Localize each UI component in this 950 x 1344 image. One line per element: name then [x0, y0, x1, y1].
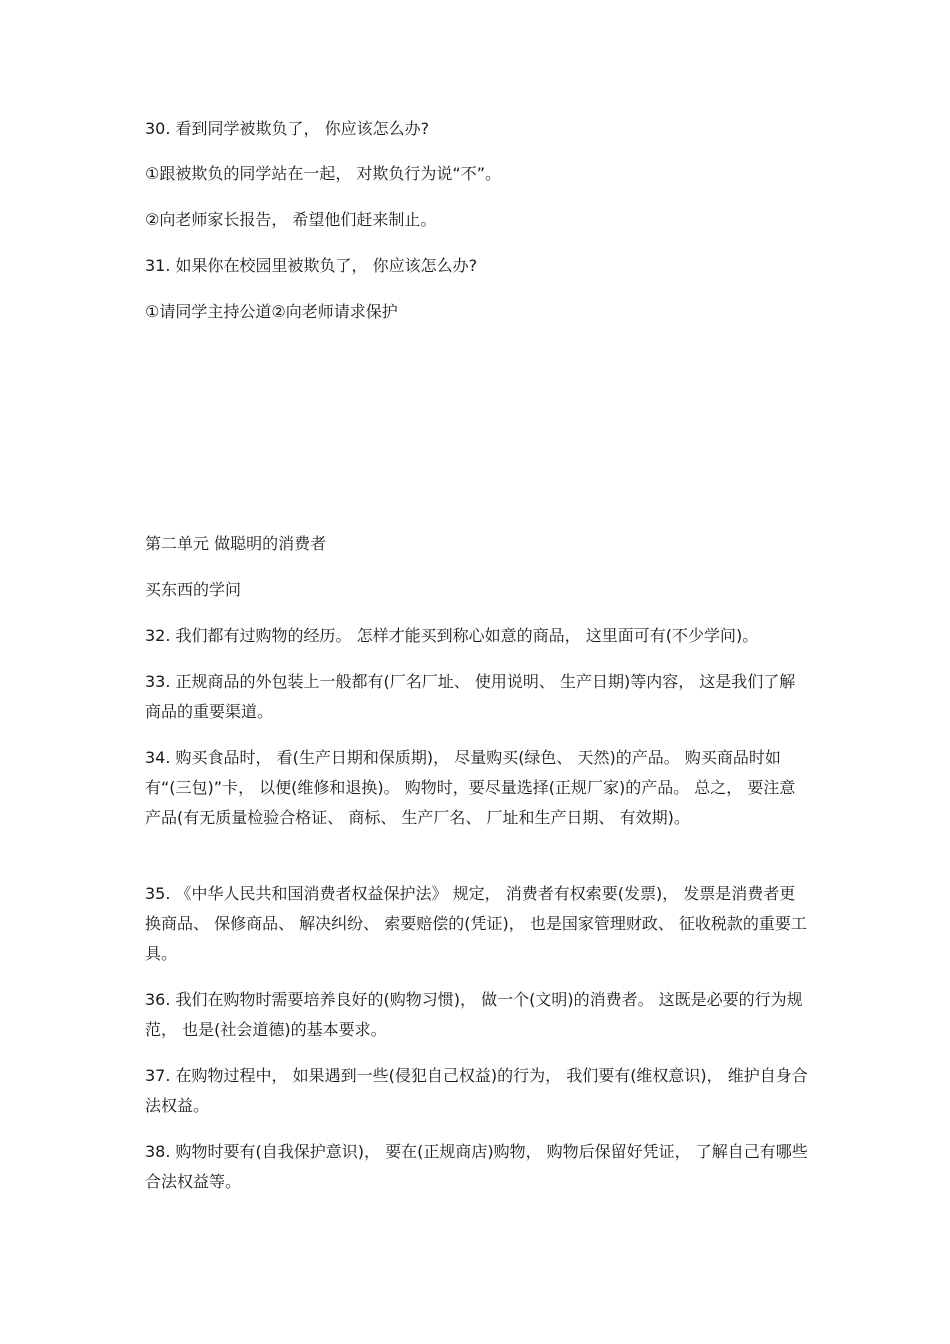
question-37: 37. 在购物过程中， 如果遇到一些(侵犯自己权益)的行为， 我们要有(维权意识)， 维护自身合法权益。: [145, 1066, 808, 1115]
question-31: 31. 如果你在校园里被欺负了， 你应该怎么办?: [145, 256, 478, 275]
answer-30-2: ②向老师家长报告， 希望他们赶来制止。: [145, 210, 437, 229]
question-33: 33. 正规商品的外包装上一般都有(厂名厂址、 使用说明、 生产日期)等内容， 这是我们了解商品的重要渠道。: [145, 672, 796, 721]
answer-30-1: ①跟被欺负的同学站在一起， 对欺负行为说“不”。: [145, 164, 502, 183]
question-30: 30. 看到同学被欺负了， 你应该怎么办?: [145, 119, 430, 138]
answer-31: ①请同学主持公道②向老师请求保护: [145, 302, 398, 321]
question-38: 38. 购物时要有(自我保护意识)， 要在(正规商店)购物， 购物后保留好凭证， 了解自己有哪些合法权益等。: [145, 1142, 808, 1191]
unit-title: 第二单元 做聪明的消费者: [145, 534, 327, 553]
question-36: 36. 我们在购物时需要培养良好的(购物习惯)， 做一个(文明)的消费者。 这既是必要的行为规范， 也是(社会道德)的基本要求。: [145, 990, 803, 1039]
question-35: 35. 《中华人民共和国消费者权益保护法》 规定， 消费者有权索要(发票)， 发票是消费者更换商品、 保修商品、 解决纠纷、 索要赔偿的(凭证)， 也是国家管理财政、 征收税款的重要工具。: [145, 884, 807, 963]
lesson-title: 买东西的学问: [145, 580, 242, 599]
question-34: 34. 购买食品时， 看(生产日期和保质期)， 尽量购买(绿色、 天然)的产品。 购买商品时如有“(三包)”卡， 以便(维修和退换)。 购物时，要尽量选择(正规厂家)的产品。 总之， 要注意产品(有无质量检验合格证、 商标、 生产厂名、 厂址和生产日期、 有效期)。: [145, 748, 796, 827]
question-32: 32. 我们都有过购物的经历。 怎样才能买到称心如意的商品， 这里面可有(不少学问)。: [145, 626, 759, 645]
